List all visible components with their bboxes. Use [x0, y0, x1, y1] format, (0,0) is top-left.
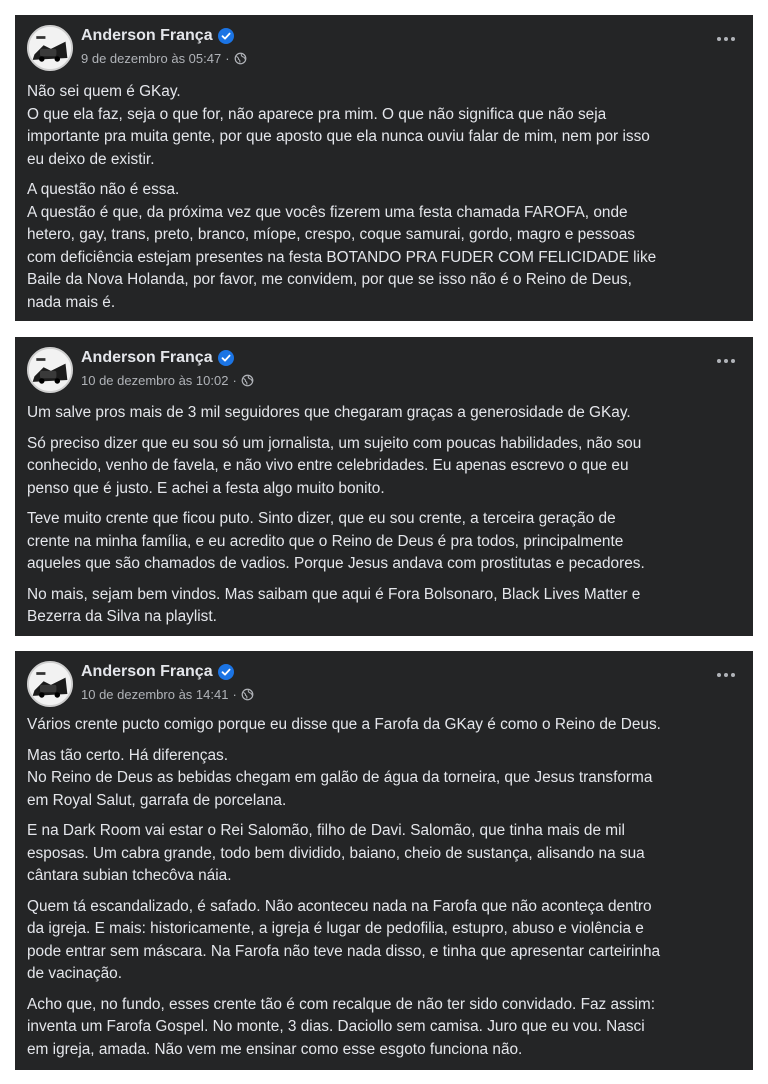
- post-body: [27, 402, 739, 637]
- verified-badge-icon: [218, 664, 234, 680]
- author-avatar[interactable]: [27, 25, 73, 71]
- text-line: aqueles que são chamados de vadios. Porque Jesus andava com prostitutas e pecadores.: [27, 555, 645, 572]
- post-paragraph: [27, 179, 739, 314]
- text-line: No Reino de Deus as bebidas chegam em galão de água da torneira, que Jesus transforma: [27, 769, 653, 786]
- text-line: Quem tá escandalizado, é safado. Não aconteceu nada na Farofa que não aconteça dentro: [27, 897, 652, 915]
- text-line: No mais, sejam bem vindos. Mas saibam que aqui é Fora Bolsonaro, Black Lives Matter e: [27, 585, 641, 603]
- post-paragraph: [27, 584, 739, 629]
- text-line: Só preciso dizer que eu sou só um jornalista, um sujeito com poucas habilidades, não sou: [27, 434, 642, 452]
- author-avatar[interactable]: [27, 347, 73, 393]
- meta-separator: ·: [225, 51, 230, 66]
- post-timestamp[interactable]: 10 de dezembro às 10:02: [81, 373, 229, 388]
- text-line: hetero, gay, trans, preto, branco, míope, crespo, coque samurai, gordo, magro e pessoas: [27, 226, 635, 243]
- text-line: penso que é justo. E achei a festa algo muito bonito.: [27, 479, 385, 497]
- post-timestamp[interactable]: 10 de dezembro às 14:41: [81, 687, 229, 702]
- post-timestamp[interactable]: 9 de dezembro às 05:47: [81, 51, 222, 66]
- post-paragraph: [27, 508, 739, 576]
- text-line: Não sei quem é GKay.: [27, 83, 181, 100]
- post-paragraph: [27, 714, 739, 737]
- verified-badge-icon: [218, 350, 234, 366]
- text-line: em igreja, amada. Não vem me ensinar como esse esgoto funciona não.: [27, 1040, 523, 1058]
- text-line: cântara subian tchecôva náia.: [27, 867, 232, 884]
- globe-icon[interactable]: [234, 52, 247, 65]
- text-line: Teve muito crente que ficou puto. Sinto dizer, que eu sou crente, a terceira geração de: [27, 510, 616, 527]
- author-name[interactable]: Anderson França: [81, 663, 213, 680]
- text-line: A questão é que, da próxima vez que vocês fizerem uma festa chamada FAROFA, onde: [27, 203, 628, 221]
- post-paragraph: [27, 745, 739, 813]
- text-line: Acho que, no fundo, esses crente tão é com recalque de não ter sido convidado. Faz assim:: [27, 995, 655, 1013]
- author-name[interactable]: Anderson França: [81, 349, 213, 366]
- text-line: de vacinação.: [27, 965, 122, 982]
- text-line: nada mais é.: [27, 293, 116, 311]
- text-line: E na Dark Room vai estar o Rei Salomão, filho de Davi. Salomão, que tinha mais de mil: [27, 822, 625, 839]
- text-line: da igreja. E mais: historicamente, a igreja é lugar de pedofilia, estupro, abuso e violência e: [27, 920, 644, 937]
- text-line: esposas. Um cabra grande, todo bem dividido, baiano, cheio de sustança, alisando na sua: [27, 844, 645, 862]
- meta-separator: ·: [232, 373, 237, 388]
- text-line: A questão não é essa.: [27, 181, 180, 198]
- text-line: pode entrar sem máscara. Na Farofa não teve nada disso, e tinha que apresentar carteirinha: [27, 942, 661, 960]
- more-options-icon[interactable]: [717, 359, 735, 363]
- text-line: crente na minha família, e eu acredito que o Reino de Deus é pra todos, principalmente: [27, 532, 624, 550]
- text-line: Baile da Nova Holanda, por favor, me convidem, por que se isso não é o Reino de Deus,: [27, 271, 632, 288]
- globe-icon[interactable]: [241, 374, 254, 387]
- author-avatar[interactable]: [27, 661, 73, 707]
- post-body: [27, 81, 739, 322]
- text-line: O que ela faz, seja o que for, não aparece pra mim. O que não significa que não seja: [27, 105, 607, 123]
- text-line: Um salve pros mais de 3 mil seguidores que chegaram graças a generosidade de GKay.: [27, 404, 631, 421]
- more-options-icon[interactable]: [717, 37, 735, 41]
- meta-separator: ·: [232, 687, 237, 702]
- text-line: Vários crente pucto comigo porque eu disse que a Farofa da GKay é como o Reino de Deus.: [27, 716, 661, 733]
- post-paragraph: [27, 994, 739, 1062]
- author-name[interactable]: Anderson França: [81, 27, 213, 44]
- facebook-post-card: [15, 651, 753, 1070]
- post-paragraph: [27, 820, 739, 888]
- post-body: [27, 714, 739, 1069]
- text-line: inventa um Farofa Gospel. No monte, 3 dias. Daciollo sem camisa. Juro que eu vou. Nasci: [27, 1018, 645, 1035]
- post-paragraph: [27, 896, 739, 986]
- post-paragraph: [27, 402, 739, 425]
- facebook-post-card: [15, 337, 753, 636]
- verified-badge-icon: [218, 28, 234, 44]
- facebook-post-card: [15, 15, 753, 321]
- text-line: conhecido, venho de favela, e não vivo entre celebridades. Eu apenas escrevo o que eu: [27, 457, 629, 474]
- text-line: com deficiência estejam presentes na festa BOTANDO PRA FUDER COM FELICIDADE like: [27, 248, 657, 266]
- text-line: eu deixo de existir.: [27, 150, 155, 168]
- text-line: Bezerra da Silva na playlist.: [27, 608, 217, 625]
- text-line: Mas tão certo. Há diferenças.: [27, 746, 229, 764]
- more-options-icon[interactable]: [717, 673, 735, 677]
- text-line: em Royal Salut, garrafa de porcelana.: [27, 791, 287, 809]
- text-line: importante pra muita gente, por que aposto que ela nunca ouviu falar de mim, nem por isso: [27, 128, 650, 145]
- globe-icon[interactable]: [241, 688, 254, 701]
- post-paragraph: [27, 433, 739, 501]
- post-paragraph: [27, 81, 739, 171]
